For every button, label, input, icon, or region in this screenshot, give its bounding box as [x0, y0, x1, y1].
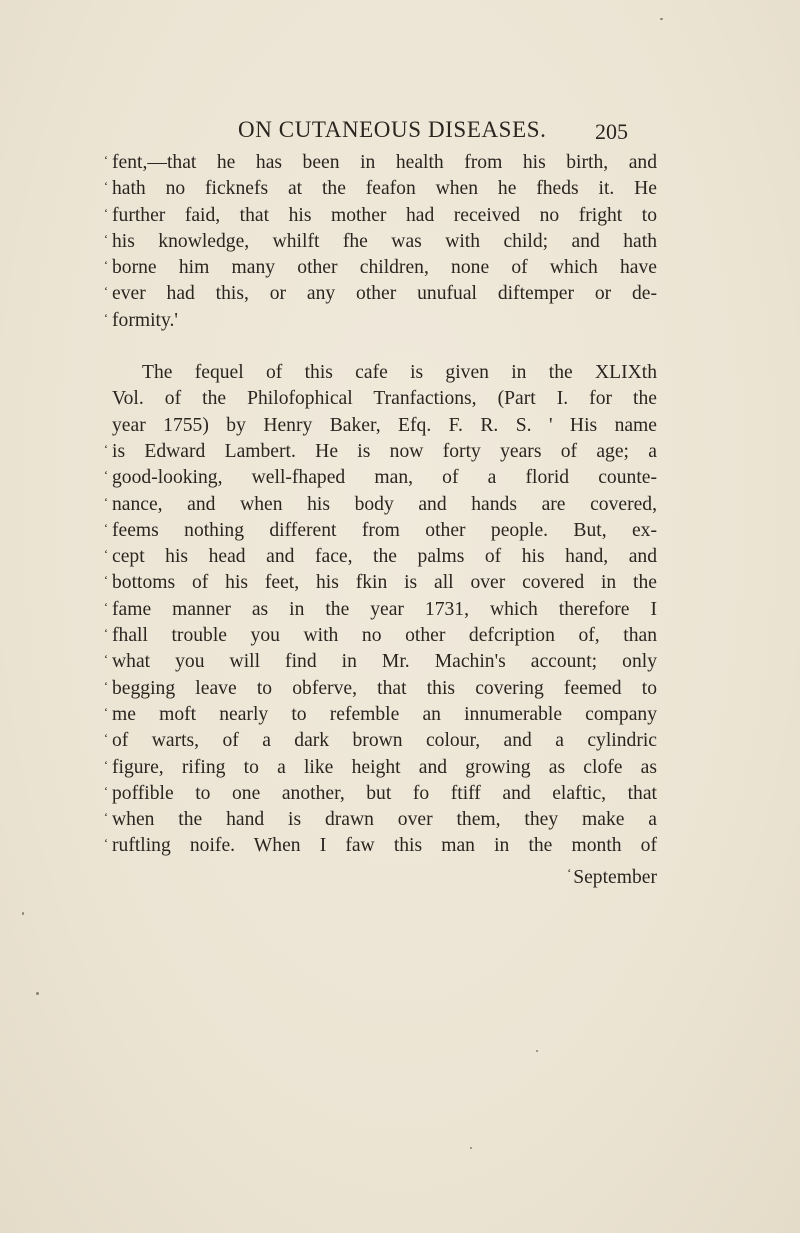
quote-mark-icon: ‘ — [104, 231, 108, 246]
text-line: ‘ hath no ficknefs at the feafon when he fheds it. He — [112, 176, 657, 202]
paper-speck — [470, 1147, 472, 1149]
text-line: ‘ borne him many other children, none of which have — [112, 255, 657, 281]
quote-mark-icon: ‘ — [104, 310, 108, 325]
quote-mark-icon: ‘ — [104, 153, 108, 167]
text-line: ‘ bottoms of his feet, his fkin is all over covered in the — [112, 570, 657, 596]
catchword: ‘ September — [567, 865, 657, 888]
quote-mark-icon: ‘ — [104, 494, 108, 509]
text-line: ‘ me moft nearly to refemble an innumerable company — [112, 702, 657, 728]
text-line: The fequel of this cafe is given in the XLIXth — [142, 362, 657, 384]
running-title: ON CUTANEOUS DISEASES. — [238, 117, 547, 142]
text-line: ‘ feems nothing different from other people. But, ex- — [112, 518, 657, 544]
text-line: ‘ cept his head and face, the palms of his hand, and — [112, 544, 657, 570]
text-line: ‘ nance, and when his body and hands are covered, — [112, 492, 657, 518]
paper-speck — [660, 18, 663, 20]
quote-mark-icon: ‘ — [567, 865, 572, 880]
text-line: ‘ figure, rifing to a like height and growing as clofe as — [112, 755, 657, 781]
text-line: year 1755) by Henry Baker, Efq. F. R. S. ' His name — [112, 414, 657, 436]
text-line: ‘ is Edward Lambert. He is now forty years of age; a — [112, 439, 657, 465]
text-line: ‘ formity.' — [112, 308, 657, 334]
quote-mark-icon: ‘ — [104, 258, 108, 273]
text-line: ‘ begging leave to obferve, that this covering feemed to — [112, 676, 657, 702]
quote-mark-icon: ‘ — [104, 520, 108, 535]
quote-mark-icon: ‘ — [104, 599, 108, 614]
text-line: ‘ further faid, that his mother had received no fright to — [112, 203, 657, 229]
quote-mark-icon: ‘ — [104, 731, 108, 746]
paper-speck — [536, 1050, 538, 1052]
text-line: ‘ fent,—that he has been in health from his birth, and — [112, 150, 657, 176]
paragraph-gap — [112, 334, 657, 360]
text-line: ‘ of warts, of a dark brown colour, and a cylindric — [112, 728, 657, 754]
quote-mark-icon: ‘ — [104, 205, 108, 220]
text-line: Vol. of the Philofophical Tranfactions, (Part I. for the — [112, 388, 657, 410]
page-header — [238, 117, 628, 149]
quote-mark-icon: ‘ — [104, 441, 108, 456]
text-line: ‘ ever had this, or any other unufual diftemper or de- — [112, 281, 657, 307]
body-text — [104, 150, 657, 888]
text-line: ‘ fhall trouble you with no other defcription of, than — [112, 623, 657, 649]
quote-mark-icon: ‘ — [104, 626, 108, 641]
text-line: ‘ what you will find in Mr. Machin's account; only — [112, 649, 657, 675]
text-line: ‘ ruftling noife. When I faw this man in the month of — [112, 833, 657, 859]
paper-speck — [36, 992, 39, 995]
text-line: ‘ when the hand is drawn over them, they make a — [112, 807, 657, 833]
quote-mark-icon: ‘ — [104, 652, 108, 667]
paragraph — [104, 150, 657, 334]
quote-mark-icon: ‘ — [104, 704, 108, 719]
text-line: ‘ poffible to one another, but fo ftiff and elaftic, that — [112, 781, 657, 807]
paper-speck — [22, 912, 24, 915]
quote-mark-icon: ‘ — [104, 678, 108, 693]
text-line: ‘ his knowledge, whilft fhe was with child; and hath — [112, 229, 657, 255]
paragraph — [104, 360, 657, 888]
text-line: ‘ fame manner as in the year 1731, which therefore I — [112, 597, 657, 623]
quote-mark-icon: ‘ — [104, 836, 108, 851]
quote-mark-icon: ‘ — [104, 284, 108, 299]
quote-mark-icon: ‘ — [104, 573, 108, 588]
quote-mark-icon: ‘ — [104, 547, 108, 562]
quote-mark-icon: ‘ — [104, 757, 108, 772]
page-number: 205 — [595, 119, 628, 144]
quote-mark-icon: ‘ — [104, 783, 108, 798]
quote-mark-icon: ‘ — [104, 468, 108, 483]
quote-mark-icon: ‘ — [104, 810, 108, 825]
quote-mark-icon: ‘ — [104, 179, 108, 194]
text-line: ‘ good-looking, well-fhaped man, of a florid counte- — [112, 465, 657, 491]
